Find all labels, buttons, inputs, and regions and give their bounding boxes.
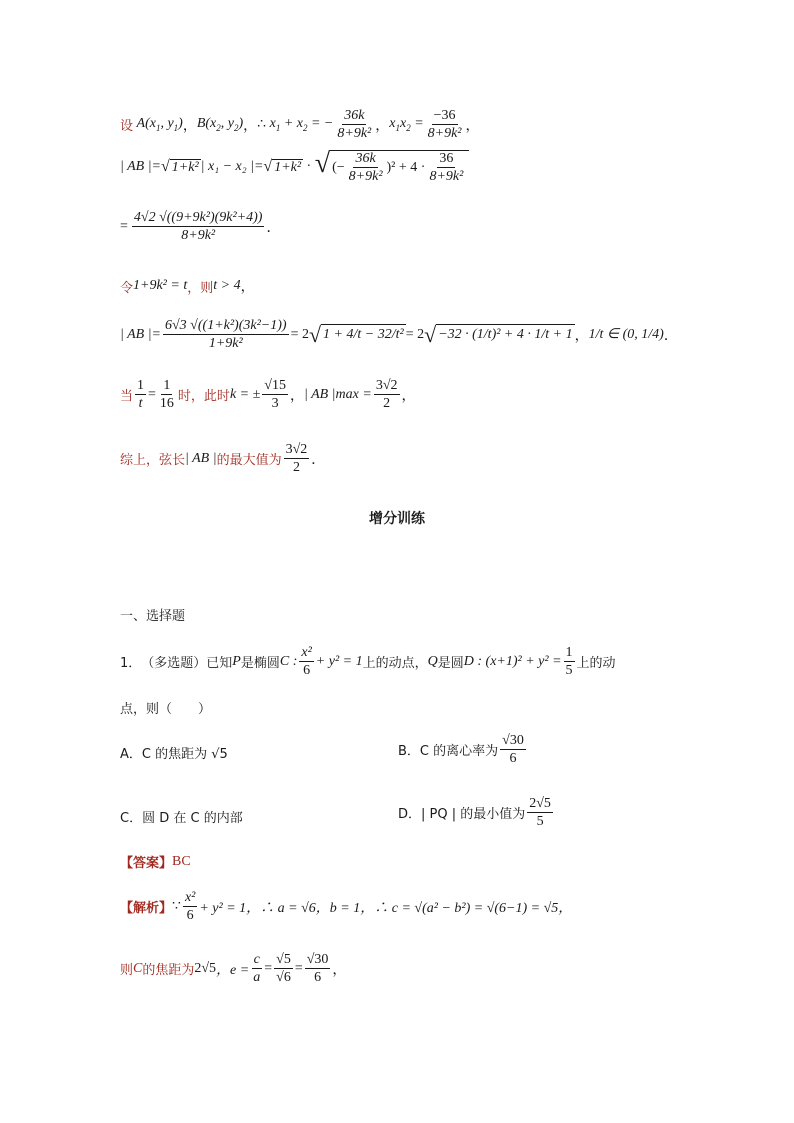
- focal-text: 的焦距为: [142, 963, 195, 978]
- point-a: $A(x_1$, $y_1$): [133, 116, 183, 133]
- opt-label: A．: [120, 747, 142, 762]
- cond: t > 4: [213, 278, 241, 293]
- den: √6: [276, 970, 291, 985]
- option-c[interactable]: [120, 807, 243, 826]
- den: 2: [292, 460, 300, 475]
- eq: =: [294, 960, 303, 976]
- fraction: [427, 151, 465, 184]
- sum-eq: $x_1 + x_2$ = −: [266, 116, 334, 133]
- line-1: [120, 108, 480, 141]
- den: 8+9k²: [429, 169, 464, 184]
- since: ∵: [172, 899, 181, 914]
- when-text: 时，此时: [177, 389, 230, 404]
- eq: = 2: [290, 326, 309, 342]
- sub-expr: 1+9k² = t: [133, 278, 188, 293]
- num: 4√2 √((9+9k²)(9k²+4)): [133, 210, 263, 225]
- den: 6: [303, 663, 311, 678]
- she-text: 设: [120, 119, 134, 134]
- num: c: [253, 952, 260, 967]
- ellipse-rest: + y² = 1: [315, 653, 363, 669]
- sqrt-body: 1+k²: [171, 159, 199, 175]
- comma: ，: [401, 388, 416, 404]
- period: ．: [663, 328, 678, 344]
- den: 6: [314, 970, 322, 985]
- max-text: 的最大值为: [216, 453, 282, 468]
- fraction: [564, 645, 575, 678]
- comma: ，: [574, 328, 589, 344]
- comma: ，: [375, 118, 390, 134]
- var-c: C: [133, 960, 143, 976]
- num: −36: [433, 108, 456, 123]
- answer-line: [120, 852, 191, 871]
- fraction: [305, 952, 331, 985]
- q-text: 是椭圆: [240, 656, 280, 671]
- num: 36k: [344, 108, 365, 123]
- opt-text: 圆 D 在 C 的内部: [142, 811, 243, 826]
- answer-tag: 【答案】: [120, 856, 173, 871]
- num: 1: [137, 378, 145, 393]
- sqrt-body: 1+k²: [274, 159, 302, 175]
- prod-eq: $x_1x_2$ =: [389, 116, 424, 133]
- point-b: $B(x_2$, $y_2$): [196, 116, 244, 133]
- den: 8+9k²: [348, 169, 383, 184]
- ab-max: | AB |max =: [303, 386, 372, 402]
- num: x²: [184, 890, 196, 905]
- circle-eq: D : (x+1)² + y² =: [463, 653, 562, 669]
- q-text: 点，则（ ）: [120, 702, 212, 717]
- period: ．: [311, 452, 326, 468]
- sqrt-body: −32 · (1/t)² + 4 · 1/t + 1: [436, 324, 574, 346]
- fraction: [284, 442, 310, 475]
- analysis-tag: 【解析】: [120, 901, 173, 916]
- dang-text: 当: [120, 389, 134, 404]
- num: 36: [439, 151, 454, 166]
- opt-text: C 的离心率为: [419, 744, 499, 759]
- fraction: [274, 952, 293, 985]
- opt-label: B．: [398, 744, 420, 759]
- opt-label: D．: [398, 807, 422, 822]
- analysis-rest: + y² = 1，∴ a = √6，b = 1，∴ c = √(a² − b²) = √(6−1) = √5，: [199, 900, 573, 916]
- then-text: 则: [120, 963, 134, 978]
- therefore: ∴: [257, 117, 267, 132]
- then-text: ，则: [187, 280, 214, 296]
- sqrt: √ 1+k²: [263, 157, 302, 175]
- num: 1: [565, 645, 573, 660]
- focal-value: 2√5: [194, 960, 217, 976]
- eq: =: [264, 960, 273, 976]
- fraction: [135, 378, 146, 411]
- line-2: [120, 150, 469, 184]
- num: √30: [502, 733, 524, 748]
- fraction: [500, 733, 526, 766]
- sqrt: √ 1+k²: [161, 157, 199, 175]
- line-4: [120, 276, 255, 296]
- ling-text: 令: [120, 280, 134, 296]
- fraction: [163, 318, 289, 351]
- mul-text: )² + 4 ·: [386, 159, 426, 175]
- den: 5: [565, 663, 573, 678]
- var-p: P: [232, 653, 241, 669]
- den: 6: [186, 908, 194, 923]
- num: √15: [264, 378, 286, 393]
- fraction: [262, 378, 288, 411]
- answer-value: BC: [172, 853, 191, 869]
- opt-text: C 的焦距为 √5: [141, 747, 228, 762]
- line-7: [120, 442, 325, 475]
- e-eq: ，e =: [216, 962, 250, 978]
- q-num: 1．: [120, 656, 142, 671]
- eq: = 2: [405, 326, 425, 342]
- section-title: 增分训练: [369, 511, 425, 527]
- eq: =: [120, 218, 128, 234]
- num: 1: [163, 378, 171, 393]
- den: t: [138, 396, 143, 411]
- comma: ，: [243, 118, 258, 134]
- fraction: [183, 890, 197, 923]
- eq: =: [148, 386, 156, 402]
- fraction: [527, 796, 553, 829]
- sqrt: √ −32 · (1/t)² + 4 · 1/t + 1: [424, 321, 573, 347]
- fraction: [132, 210, 265, 243]
- sqrt: √ 1 + 4/t − 32/t²: [308, 321, 404, 347]
- num: √30: [306, 952, 329, 967]
- fraction: [158, 378, 176, 411]
- analysis-line: [120, 890, 572, 923]
- comma: ，: [332, 962, 347, 978]
- num: 6√3 √((1+k²)(3k²−1)): [165, 318, 287, 333]
- den: 1+9k²: [208, 336, 243, 351]
- range: 1/t ∈ (0, 1/4): [588, 327, 664, 342]
- q-text: 是圆: [437, 656, 464, 671]
- option-b[interactable]: [398, 733, 528, 766]
- den: a: [253, 970, 261, 985]
- fraction: [335, 108, 373, 141]
- den: 5: [536, 814, 544, 829]
- option-d[interactable]: [398, 796, 555, 829]
- fraction: [374, 378, 400, 411]
- ab-label: | AB |=: [120, 326, 161, 342]
- num: √5: [276, 952, 291, 967]
- section-heading: 一、选择题: [120, 609, 186, 624]
- den: 6: [509, 751, 517, 766]
- paren: (−: [332, 159, 345, 175]
- den: 3: [271, 396, 279, 411]
- ab-abs: | AB |: [185, 450, 217, 466]
- option-a[interactable]: [120, 743, 228, 762]
- ab-label: | AB |=: [120, 159, 161, 174]
- den: 8+9k²: [181, 228, 216, 243]
- comma: ，: [182, 118, 197, 134]
- var-q: Q: [427, 653, 438, 669]
- num: x²: [301, 645, 312, 660]
- q-text: 上的动点，: [362, 656, 428, 671]
- sqrt-big: √ (− $\frac{36k}{\text{8+9k²}}$ )² + 4 · $\frac{36}{\text{8+9k²}}$: [315, 150, 470, 184]
- k-eq: k = ±: [229, 386, 261, 402]
- comma: ，: [240, 280, 255, 295]
- fraction: [347, 151, 385, 184]
- fraction: [299, 645, 313, 678]
- question-1: [120, 645, 616, 678]
- den: 2: [383, 396, 391, 411]
- num: 3√2: [285, 442, 308, 457]
- question-1-cont: [120, 698, 211, 717]
- last-line: [120, 952, 346, 985]
- abs-diff: | x₁ − x₂ |=: [200, 159, 264, 174]
- line-6: [120, 378, 416, 411]
- den: 8+9k²: [337, 126, 372, 141]
- num: 36k: [355, 151, 376, 166]
- var-c: C :: [279, 653, 298, 669]
- summary-text: 综上，弦长: [120, 453, 186, 468]
- den: 8+9k²: [427, 126, 462, 141]
- dot: ·: [303, 159, 315, 174]
- period: ．: [266, 220, 281, 236]
- den: 16: [159, 396, 174, 411]
- opt-label: C．: [120, 811, 143, 826]
- sqrt-body: 1 + 4/t − 32/t²: [321, 324, 406, 346]
- comma: ，: [289, 388, 304, 404]
- num: 2√5: [529, 796, 551, 811]
- fraction: [251, 952, 262, 985]
- line-5: [120, 318, 678, 351]
- q-tag: （多选题）已知: [141, 656, 233, 671]
- num: 3√2: [375, 378, 398, 393]
- opt-text: | PQ | 的最小值为: [421, 807, 526, 822]
- comma: ，: [465, 118, 480, 134]
- line-3: [120, 210, 280, 243]
- fraction: [426, 108, 464, 141]
- q-text: 上的动: [576, 656, 616, 671]
